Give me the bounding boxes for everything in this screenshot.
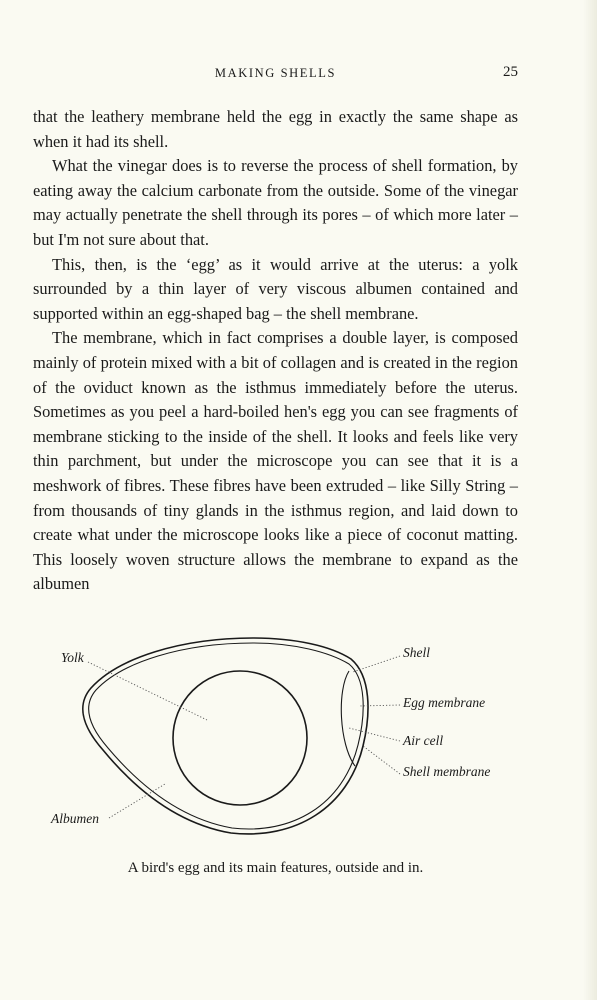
shell-leader (353, 656, 400, 672)
label-yolk: Yolk (61, 650, 84, 665)
egg-diagram (33, 628, 518, 843)
egg-diagram-drawing (33, 628, 518, 843)
paragraph-2: What the vinegar does is to reverse the process of shell formation, by eating away the calcium carbonate from the outside. Some of the vinegar may actually penetrate the shell through its pores – of which more later – but I'm not sure about that. (33, 156, 518, 249)
page-number: 25 (503, 64, 518, 80)
label-albumen: Albumen (51, 811, 99, 826)
air-cell-leader (349, 728, 400, 741)
page-header (33, 64, 518, 84)
shell-membrane-leader (363, 746, 400, 774)
yolk-leader (88, 662, 207, 720)
label-air-cell: Air cell (403, 733, 444, 748)
page-edge-shadow (583, 0, 597, 1000)
yolk-circle (173, 671, 307, 805)
shell-membrane-outline (89, 643, 364, 829)
egg-membrane-leader (359, 705, 400, 706)
figure-caption: A bird's egg and its main features, outside and in. (127, 860, 424, 876)
paragraph-4: The membrane, which in fact comprises a double layer, is composed mainly of protein mixed with a bit of collagen and is created in the region of the oviduct known as the isthmus immediately before the uterus. Sometimes as you peel a hard-boiled hen's egg you can see fragments of membrane sticking to the inside of the shell. It looks and feels like very thin parchment, but under the microscope you can see that it is a meshwork of fibres. These fibres have been extruded – like Silly String – from thousands of tiny glands in the isthmus region, and laid down to create what under the microscope looks like a piece of coconut matting. This loosely woven structure allows the membrane to expand as the albumen (33, 328, 518, 594)
paragraph-1: that the leathery membrane held the egg in exactly the same shape as when it had its shell. (33, 107, 518, 151)
air-cell-outline (341, 671, 355, 766)
label-egg-membrane: Egg membrane (403, 695, 486, 710)
label-shell-membrane: Shell membrane (403, 764, 491, 779)
running-head: MAKING SHELLS (214, 66, 337, 80)
egg-shell-outline (83, 638, 368, 834)
label-shell: Shell (403, 645, 430, 660)
paragraph-3: This, then, is the ‘egg’ as it would arrive at the uterus: a yolk surrounded by a thin layer of very viscous albumen contained and supported within an egg-shaped bag – the shell membrane. (33, 254, 518, 323)
body-text (33, 105, 518, 597)
